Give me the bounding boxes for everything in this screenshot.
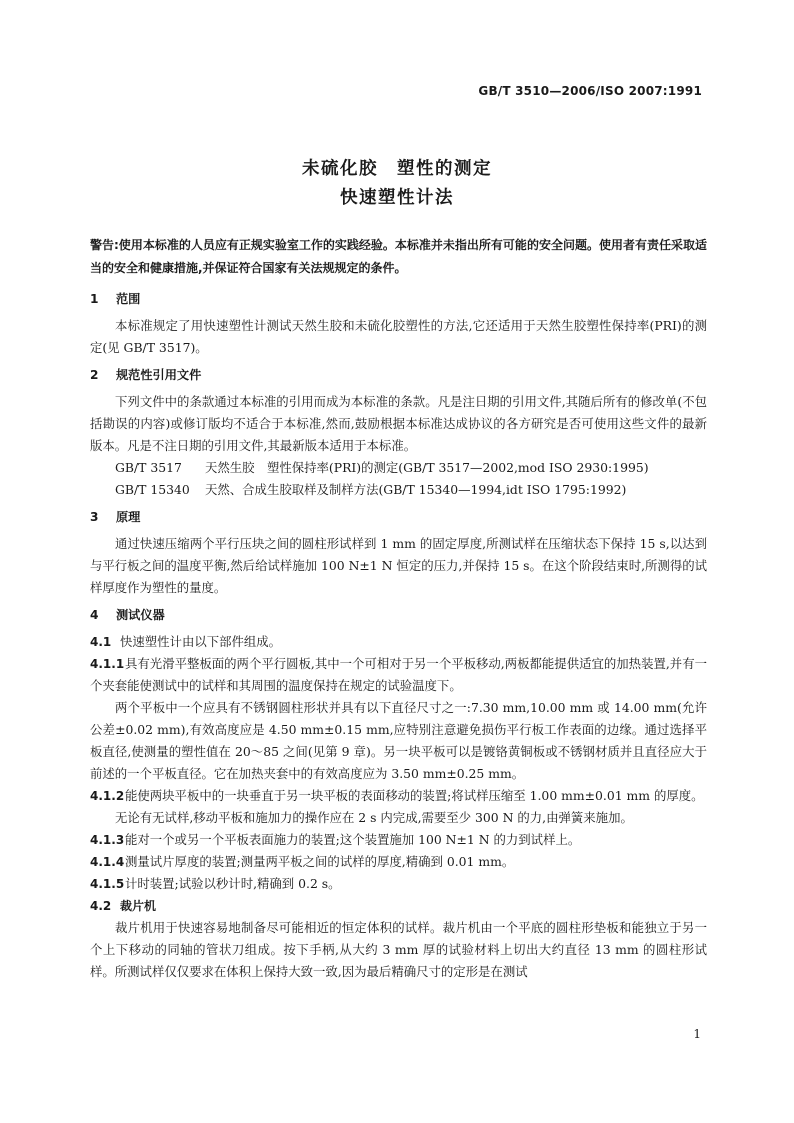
reference-code: GB/T 3517 xyxy=(115,460,182,475)
normative-reference xyxy=(90,457,707,479)
section-3-heading xyxy=(90,506,707,528)
clause-text: 能对一个或另一个平板表面施力的装置;这个装置施加 100 N±1 N 的力到试样上。 xyxy=(125,832,581,847)
section-number: 4 xyxy=(90,608,99,622)
clause-4-1-2-paragraph: 无论有无试样,移动平板和施加力的操作应在 2 s 内完成,需要至少 300 N 的力,由弹簧来施加。 xyxy=(115,810,633,825)
clause-4-1-1-paragraph: 两个平板中一个应具有不锈钢圆柱形状并具有以下直径尺寸之一:7.30 mm,10.00 mm 或 14.00 mm(允许公差±0.02 mm),有效高度应是 4.50 mm±0.15 mm,应特别注意避免损伤平行板工作表面的边缘。通过选择平板直径,使测量的塑性值在 20～85 之间(见第 9 章)。另一块平板可以是镀铬黄铜板或不锈钢材质并且直径应大于前述的一个平板直径。它在加热夹套中的有效高度应为 3.50 mm±0.25 mm。 xyxy=(90,700,707,781)
section-1-paragraph: 本标准规定了用快速塑性计测试天然生胶和未硫化胶塑性的方法,它还适用于天然生胶塑性保持率(PRI)的测定(见 GB/T 3517)。 xyxy=(90,318,707,355)
section-title: 测试仪器 xyxy=(116,608,165,622)
page-number: 1 xyxy=(693,1027,701,1041)
section-title: 原理 xyxy=(116,510,141,524)
clause-text: 能使两块平板中的一块垂直于另一块平板的表面移动的装置;将试样压缩至 1.00 mm±0.01 mm 的厚度。 xyxy=(125,788,704,803)
clause-4-1-5 xyxy=(90,873,707,895)
clause-text: 计时装置;试验以秒计时,精确到 0.2 s。 xyxy=(125,876,341,891)
safety-warning: 警告:使用本标准的人员应有正规实验室工作的实践经验。本标准并未指出所有可能的安全问题。使用者有责任采取适当的安全和健康措施,并保证符合国家有关法规规定的条件。 xyxy=(90,238,707,275)
section-1-heading xyxy=(90,288,707,310)
section-number: 3 xyxy=(90,510,99,524)
reference-code: GB/T 15340 xyxy=(115,482,190,497)
section-4-heading xyxy=(90,604,707,626)
clause-number: 4.1 xyxy=(90,635,112,649)
normative-reference xyxy=(90,479,707,501)
clause-text: 快速塑性计由以下部件组成。 xyxy=(120,634,282,649)
reference-text: 天然生胶 塑性保持率(PRI)的测定(GB/T 3517—2002,mod ISO 2930:1995) xyxy=(205,460,649,475)
section-title: 范围 xyxy=(116,292,141,306)
clause-title: 裁片机 xyxy=(120,899,157,913)
title-line-1: 未硫化胶 塑性的测定 xyxy=(302,159,492,179)
section-title: 规范性引用文件 xyxy=(116,368,202,382)
clause-4-1-4 xyxy=(90,851,707,873)
clause-text: 测量试片厚度的装置;测量两平板之间的试样的厚度,精确到 0.01 mm。 xyxy=(125,854,515,869)
clause-4-2 xyxy=(90,895,707,917)
clause-4-1 xyxy=(90,631,707,653)
section-3-paragraph: 通过快速压缩两个平行压块之间的圆柱形试样到 1 mm 的固定厚度,所测试样在压缩状态下保持 15 s,以达到与平行板之间的温度平衡,然后给试样施加 100 N±1 N 恒定的压力,并保持 15 s。在这个阶段结束时,所测得的试样厚度作为塑性的量度。 xyxy=(90,536,707,595)
section-number: 1 xyxy=(90,292,99,306)
reference-text: 天然、合成生胶取样及制样方法(GB/T 15340—1994,idt ISO 1795:1992) xyxy=(205,482,627,497)
clause-number: 4.1.5 xyxy=(90,877,125,891)
clause-number: 4.1.3 xyxy=(90,833,125,847)
section-2-paragraph: 下列文件中的条款通过本标准的引用而成为本标准的条款。凡是注日期的引用文件,其随后所有的修改单(不包括勘误的内容)或修订版均不适合于本标准,然而,鼓励根据本标准达成协议的各方研究是否可使用这些文件的最新版本。凡是不注日期的引用文件,其最新版本适用于本标准。 xyxy=(90,394,707,453)
clause-4-1-2 xyxy=(90,785,707,807)
clause-number: 4.1.2 xyxy=(90,789,125,803)
clause-number: 4.1.1 xyxy=(90,657,125,671)
clause-4-1-3 xyxy=(90,829,707,851)
clause-number: 4.1.4 xyxy=(90,855,125,869)
title-line-2: 快速塑性计法 xyxy=(340,188,454,208)
clause-text: 具有光滑平整板面的两个平行圆板,其中一个可相对于另一个平板移动,两板都能提供适宜的加热装置,并有一个夹套能使测试中的试样和其周围的温度保持在规定的试验温度下。 xyxy=(90,656,707,693)
section-number: 2 xyxy=(90,368,99,382)
body-content xyxy=(90,234,707,983)
standard-code-header: GB/T 3510—2006/ISO 2007:1991 xyxy=(478,84,702,98)
clause-4-2-paragraph: 裁片机用于快速容易地制备尽可能相近的恒定体积的试样。裁片机由一个平底的圆柱形垫板和能独立于另一个上下移动的同轴的管状刀组成。按下手柄,从大约 3 mm 厚的试验材料上切出大约直径 13 mm 的圆柱形试样。所测试样仅仅要求在体积上保持大致一致,因为最后精确尺寸的定形是在测试 xyxy=(90,920,707,979)
clause-number: 4.2 xyxy=(90,899,112,913)
clause-4-1-1 xyxy=(90,653,707,697)
section-2-heading xyxy=(90,364,707,386)
